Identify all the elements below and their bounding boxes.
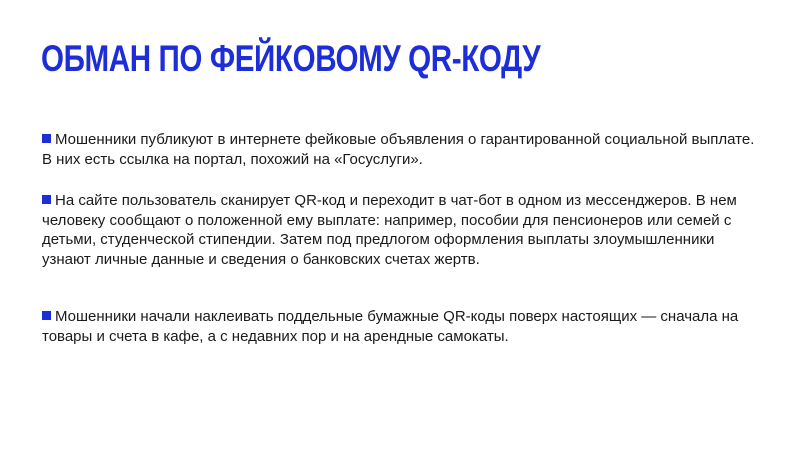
bullet-text: Мошенники публикуют в интернете фейковые объявления о гарантированной социальной выплате. В них есть ссылка на портал, похожий на «Госуслуги». — [42, 131, 755, 168]
bullet-item — [42, 191, 762, 269]
bullet-square-icon — [42, 311, 51, 320]
bullet-text: Мошенники начали наклеивать поддельные бумажные QR-коды поверх настоящих — сначала на товары и счета в кафе, а с недавних пор и на арендные самокаты. — [42, 308, 739, 345]
bullet-item — [42, 307, 762, 346]
bullet-square-icon — [42, 195, 51, 204]
slide-title: ОБМАН ПО ФЕЙКОВОМУ QR-КОДУ — [41, 38, 541, 79]
bullet-square-icon — [42, 134, 51, 143]
bullet-item — [42, 130, 762, 169]
bullet-text: На сайте пользователь сканирует QR-код и переходит в чат-бот в одном из мессенджеров. В нем человеку сообщают о положенной ему выплате: например, пособии для пенсионеров или семей с детьми, студенческой стипендии. Затем под предлогом оформления выплаты злоумышленники узнают личные данные и сведения о банковских счетах жертв. — [42, 192, 737, 268]
